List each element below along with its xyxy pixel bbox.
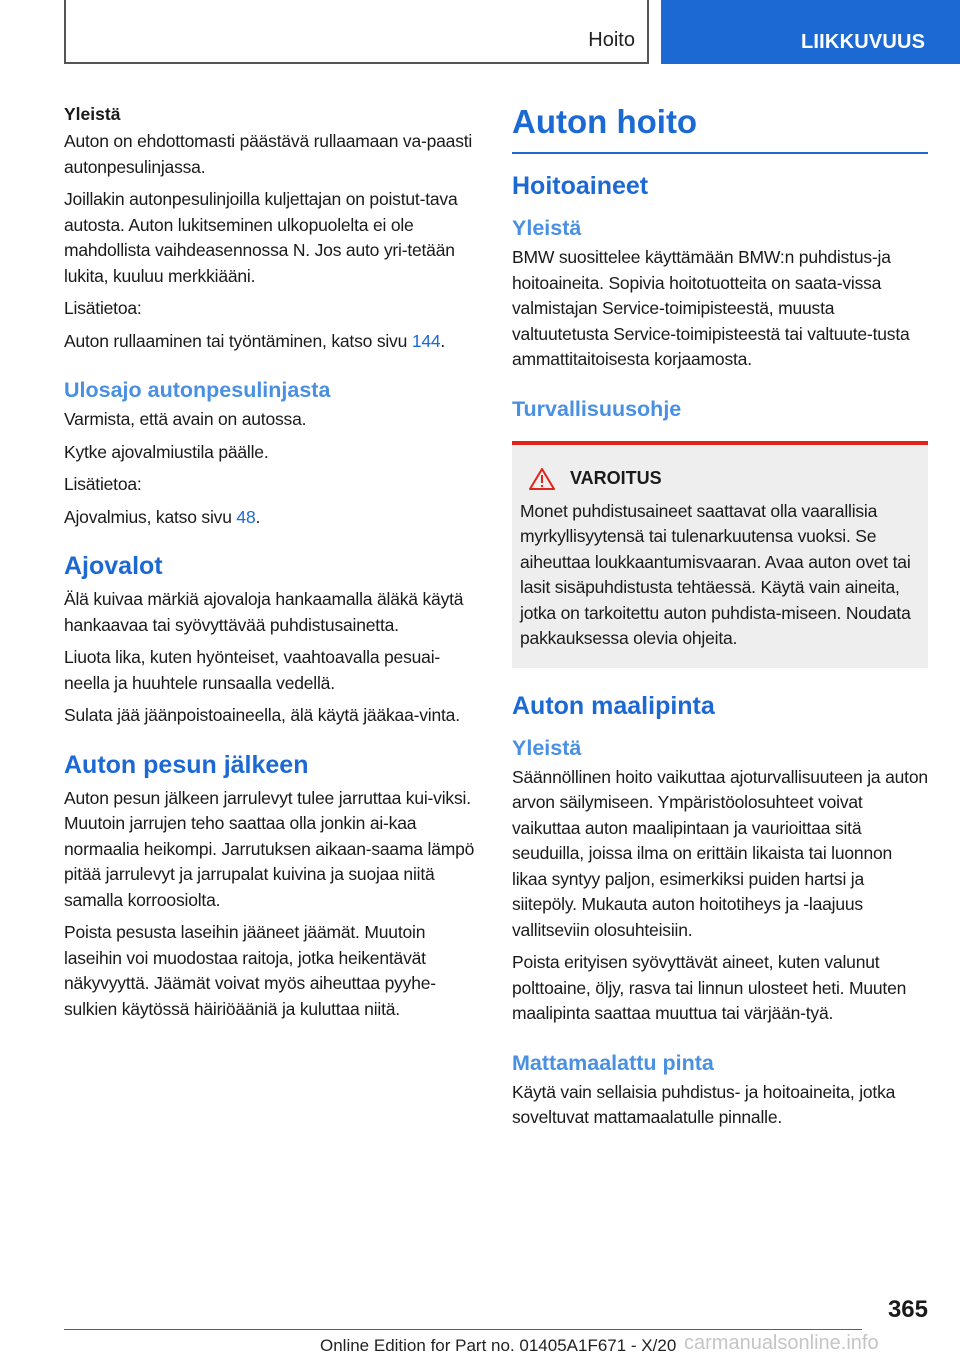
- ajovalot-heading: Ajovalot: [64, 552, 163, 580]
- ajovalot-paragraph-2: Liuota lika, kuten hyönteiset, vaahtoavalla pesuai-neella ja huuhtele runsaalla vedellä.: [64, 647, 441, 693]
- ulosajo-more-info: Lisätietoa:: [64, 474, 142, 494]
- footer-edition: Online Edition for Part no. 01405A1F671 - X/20: [320, 1336, 677, 1355]
- warning-triangle-icon: [528, 467, 556, 491]
- hoitoaineet-yleista-heading: Yleistä: [512, 216, 582, 240]
- pesun-jalkeen-heading: Auton pesun jälkeen: [64, 750, 309, 779]
- ajovalot-paragraph-3: Sulata jää jäänpoistoaineella, älä käytä jääkaa-vinta.: [64, 705, 460, 725]
- header-chapter-tab: [661, 0, 960, 64]
- footer-watermark: carmanualsonline.info: [684, 1332, 879, 1354]
- warning-box: [512, 441, 928, 668]
- turvallisuusohje-heading: Turvallisuusohje: [512, 396, 682, 421]
- ajovalot-paragraph-1: Älä kuivaa märkiä ajovaloja hankaamalla äläkä käytä hankaavaa tai syövyttävää puhdistusainetta.: [64, 589, 464, 635]
- ulosajo-paragraph-2: Kytke ajovalmiustila päälle.: [64, 441, 269, 462]
- maalipinta-yleista-heading: Yleistä: [512, 735, 582, 760]
- hoitoaineet-heading: Hoitoaineet: [512, 172, 649, 200]
- hoitoaineet-paragraph-1: BMW suosittelee käyttämään BMW:n puhdistus-ja hoitoaineita. Sopivia hoitotuotteita on saata-vissa valmistajan Service-toimipisteestä, muusta valtuutetusta Service-toimipisteestä tai valtuute-tusta ammattitaitoisesta korjaamosta.: [512, 247, 910, 369]
- pesun-jalkeen-paragraph-2: Poista pesusta laseihin jääneet jäämät. Muutoin laseihin voi muodostaa raitoja, jotka heikentävät näkyvyyttä. Jäämät voivat myös aiheuttaa pyyhe-sulkien käytössä häiriöääniä ja kuluttaa niitä.: [64, 922, 436, 1019]
- page-link-144[interactable]: 144: [411, 330, 441, 351]
- warning-title: VAROITUS: [570, 468, 662, 488]
- footer-rule: [64, 1329, 862, 1330]
- maalipinta-heading: Auton maalipinta: [512, 691, 715, 720]
- ulosajo-reference-text: Ajovalmius, katso sivu: [64, 506, 237, 527]
- yleista-reference-text: Auton rullaaminen tai työntäminen, katso sivu: [64, 330, 412, 351]
- warning-text: Monet puhdistusaineet saattavat olla vaarallisia myrkyllisyytensä tai tulenarkuutensa vuoksi. Se aiheuttaa loukkaantumisvaaran. Avaa auton ovet tai lasit sisäpuhdistusta tehtäessä. Käytä vain aineita, jotka on tarkoitettu auton puhdista-miseen. Noudata pakkauksessa olevia ohjeita.: [520, 500, 911, 648]
- ulosajo-reference: Ajovalmius, katso sivu 48.: [64, 506, 261, 527]
- page-link-48[interactable]: 48: [236, 506, 256, 527]
- yleista-heading: Yleistä: [64, 104, 121, 124]
- yleista-reference: Auton rullaaminen tai työntäminen, katso sivu 144.: [64, 330, 446, 351]
- yleista-paragraph-2: Joillakin autonpesulinjoilla kuljettajan on poistut-tava autosta. Auton lukitseminen ulkopuolelta ei ole mahdollista vaihdeasennossa N. Jos auto yri-tetään lukita, kuuluu merkkiääni.: [64, 189, 458, 286]
- maalipinta-paragraph-1: Säännöllinen hoito vaikuttaa ajoturvallisuuteen ja auton arvon säilymiseen. Ympäristöolosuhteet voivat vaikuttaa auton maalipintaan ja vaurioittaa sitä seuduilla, joissa ilma on erittäin likaista tai luonnon likaa syntyy paljon, esimerkiksi puiden hartsi ja siitepöly. Mukauta auton hoitotiheys ja -laajuus vallitseviin olosuhteisiin.: [512, 766, 928, 940]
- maalipinta-paragraph-2: Poista erityisen syövyttävät aineet, kuten valunut polttoaine, öljy, rasva tai linnun ulosteet heti. Muuten maalipinta saattaa muuttua tai värjään-tyä.: [512, 952, 907, 1023]
- right-column: [512, 94, 928, 1138]
- pesun-jalkeen-paragraph-1: Auton pesun jälkeen jarrulevyt tulee jarruttaa kui-viksi. Muutoin jarrujen teho saattaa olla jonkin ai-kaa normaalia heikompi. Jarrutuksen aikaan-saama lämpö pitää jarrulevyt ja jarrupalat kuivina ja suojaa niitä samalla korroosiolta.: [64, 787, 475, 910]
- warning-header: [528, 467, 920, 491]
- ulosajo-heading: Ulosajo autonpesulinjasta: [64, 378, 331, 402]
- header-section-label: Hoito: [588, 29, 635, 51]
- chapter-title-rule: [512, 152, 928, 154]
- yleista-more-info: Lisätietoa:: [64, 298, 142, 318]
- chapter-title: Auton hoito: [512, 103, 698, 140]
- yleista-paragraph-1: Auton on ehdottomasti päästävä rullaamaan va-paasti autonpesulinjassa.: [64, 131, 473, 177]
- page-number: 365: [887, 1296, 928, 1323]
- header-frame: [64, 0, 649, 64]
- header-chapter-label: LIIKKUVUUS: [801, 31, 926, 53]
- mattamaalattu-paragraph-1: Käytä vain sellaisia puhdistus- ja hoitoaineita, jotka soveltuvat mattamaalatulle pinnalle.: [512, 1081, 896, 1127]
- mattamaalattu-heading: Mattamaalattu pinta: [512, 1050, 714, 1075]
- left-column: [64, 94, 480, 1029]
- ulosajo-paragraph-1: Varmista, että avain on autossa.: [64, 409, 307, 429]
